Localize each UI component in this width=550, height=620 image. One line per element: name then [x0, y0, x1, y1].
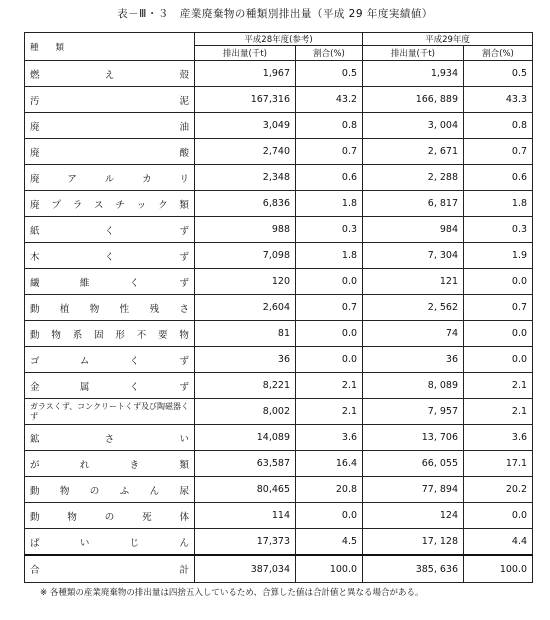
row-h29-ratio: 1.8	[464, 191, 533, 217]
header-h28-amount: 排出量(千t)	[195, 46, 296, 61]
row-h29-amount: 6, 817	[363, 191, 464, 217]
row-h28-amount: 2,348	[195, 165, 296, 191]
table-row	[25, 113, 533, 139]
table-row	[25, 425, 533, 451]
row-h28-ratio: 43.2	[296, 87, 363, 113]
row-h29-amount: 8, 089	[363, 373, 464, 399]
table-row	[25, 139, 533, 165]
row-h29-amount: 2, 288	[363, 165, 464, 191]
table-row	[25, 321, 533, 347]
row-kind: 紙 く ず	[25, 217, 195, 243]
row-kind: 繊 維 く ず	[25, 269, 195, 295]
row-h28-ratio: 20.8	[296, 477, 363, 503]
row-h29-ratio: 0.0	[464, 347, 533, 373]
row-h28-amount: 36	[195, 347, 296, 373]
row-h29-ratio: 17.1	[464, 451, 533, 477]
row-kind: が れ き 類	[25, 451, 195, 477]
row-h28-ratio: 0.3	[296, 217, 363, 243]
row-h29-ratio: 0.6	[464, 165, 533, 191]
total-label: 合 計	[25, 555, 195, 583]
table-row	[25, 87, 533, 113]
row-h29-ratio: 4.4	[464, 529, 533, 556]
row-h28-ratio: 0.0	[296, 269, 363, 295]
row-h29-amount: 166, 889	[363, 87, 464, 113]
row-h29-ratio: 1.9	[464, 243, 533, 269]
row-h28-amount: 8,002	[195, 399, 296, 425]
row-h29-amount: 17, 128	[363, 529, 464, 556]
row-h28-amount: 81	[195, 321, 296, 347]
row-h28-amount: 7,098	[195, 243, 296, 269]
row-h28-ratio: 2.1	[296, 399, 363, 425]
row-kind: 廃 酸	[25, 139, 195, 165]
row-kind: 金 属 く ず	[25, 373, 195, 399]
row-h29-ratio: 0.0	[464, 321, 533, 347]
row-h29-amount: 77, 894	[363, 477, 464, 503]
total-h29-amount: 385, 636	[363, 555, 464, 583]
header-h28-ratio: 割合(%)	[296, 46, 363, 61]
waste-emission-table	[24, 32, 533, 583]
row-h28-amount: 80,465	[195, 477, 296, 503]
row-h29-ratio: 20.2	[464, 477, 533, 503]
table-row	[25, 529, 533, 556]
row-h28-amount: 8,221	[195, 373, 296, 399]
row-h29-amount: 36	[363, 347, 464, 373]
row-h29-amount: 2, 562	[363, 295, 464, 321]
row-h28-ratio: 0.0	[296, 503, 363, 529]
row-h28-ratio: 0.5	[296, 61, 363, 87]
row-h29-ratio: 0.3	[464, 217, 533, 243]
row-h29-ratio: 43.3	[464, 87, 533, 113]
total-h28-ratio: 100.0	[296, 555, 363, 583]
row-kind: 鉱 さ い	[25, 425, 195, 451]
row-h29-amount: 984	[363, 217, 464, 243]
table-row	[25, 165, 533, 191]
row-h28-amount: 14,089	[195, 425, 296, 451]
table-row	[25, 269, 533, 295]
row-h28-ratio: 1.8	[296, 243, 363, 269]
row-h28-amount: 1,967	[195, 61, 296, 87]
row-h29-ratio: 0.7	[464, 295, 533, 321]
row-h28-amount: 63,587	[195, 451, 296, 477]
row-h29-ratio: 0.8	[464, 113, 533, 139]
row-h28-ratio: 2.1	[296, 373, 363, 399]
row-h29-ratio: 2.1	[464, 373, 533, 399]
row-kind: 汚 泥	[25, 87, 195, 113]
row-h28-amount: 3,049	[195, 113, 296, 139]
row-h29-amount: 1,934	[363, 61, 464, 87]
row-h29-amount: 7, 304	[363, 243, 464, 269]
row-h28-ratio: 4.5	[296, 529, 363, 556]
row-h28-ratio: 3.6	[296, 425, 363, 451]
row-h29-amount: 13, 706	[363, 425, 464, 451]
row-h28-ratio: 0.0	[296, 347, 363, 373]
row-kind: 動 物 の ふ ん 尿	[25, 477, 195, 503]
row-kind: 動 植 物 性 残 さ	[25, 295, 195, 321]
footnote: ※ 各種類の産業廃棄物の排出量は四捨五入しているため、合算した値は合計値と異なる場合がある。	[40, 588, 424, 598]
header-h28: 平成28年度(参考)	[195, 33, 363, 46]
table-row	[25, 477, 533, 503]
table-title: 表－Ⅲ・３ 産業廃棄物の種類別排出量（平成 29 年度実績値）	[117, 8, 433, 20]
row-h28-amount: 2,740	[195, 139, 296, 165]
table-row	[25, 243, 533, 269]
row-h29-ratio: 0.0	[464, 269, 533, 295]
row-h29-ratio: 0.5	[464, 61, 533, 87]
row-kind: 廃 油	[25, 113, 195, 139]
table-row	[25, 217, 533, 243]
row-h28-amount: 167,316	[195, 87, 296, 113]
row-kind: ガラスくず、コンクリートくず及び陶磁器くず	[25, 399, 195, 425]
row-h29-amount: 66, 055	[363, 451, 464, 477]
total-h29-ratio: 100.0	[464, 555, 533, 583]
row-h29-ratio: 0.0	[464, 503, 533, 529]
header-kind: 種 類	[25, 33, 195, 61]
row-h28-amount: 17,373	[195, 529, 296, 556]
table-row	[25, 451, 533, 477]
row-h28-ratio: 1.8	[296, 191, 363, 217]
row-kind: 木 く ず	[25, 243, 195, 269]
header-h29-ratio: 割合(%)	[464, 46, 533, 61]
row-h28-ratio: 0.6	[296, 165, 363, 191]
header-h29: 平成29年度	[363, 33, 533, 46]
table-row	[25, 399, 533, 425]
row-h29-ratio: 0.7	[464, 139, 533, 165]
row-h29-amount: 124	[363, 503, 464, 529]
row-kind: 廃 ア ル カ リ	[25, 165, 195, 191]
row-h29-ratio: 2.1	[464, 399, 533, 425]
row-h29-ratio: 3.6	[464, 425, 533, 451]
table-row	[25, 295, 533, 321]
row-kind: 動 物 の 死 体	[25, 503, 195, 529]
row-h28-amount: 988	[195, 217, 296, 243]
row-kind: ば い じ ん	[25, 529, 195, 556]
row-h28-ratio: 0.0	[296, 321, 363, 347]
row-h28-amount: 6,836	[195, 191, 296, 217]
table-body	[25, 61, 533, 556]
row-h29-amount: 2, 671	[363, 139, 464, 165]
total-h28-amount: 387,034	[195, 555, 296, 583]
row-h28-ratio: 0.8	[296, 113, 363, 139]
header-h29-amount: 排出量(千t)	[363, 46, 464, 61]
row-h28-ratio: 16.4	[296, 451, 363, 477]
table-row	[25, 373, 533, 399]
row-kind: 動 物 系 固 形 不 要 物	[25, 321, 195, 347]
row-h29-amount: 7, 957	[363, 399, 464, 425]
row-h28-amount: 114	[195, 503, 296, 529]
row-h28-amount: 120	[195, 269, 296, 295]
row-h28-ratio: 0.7	[296, 139, 363, 165]
table-row	[25, 61, 533, 87]
table-row	[25, 191, 533, 217]
row-kind: ゴ ム く ず	[25, 347, 195, 373]
row-h29-amount: 121	[363, 269, 464, 295]
table-row	[25, 503, 533, 529]
total-row	[25, 555, 533, 583]
row-kind: 廃 プ ラ ス チ ッ ク 類	[25, 191, 195, 217]
row-h29-amount: 3, 004	[363, 113, 464, 139]
row-h28-ratio: 0.7	[296, 295, 363, 321]
row-h28-amount: 2,604	[195, 295, 296, 321]
row-kind: 燃 え 殻	[25, 61, 195, 87]
table-row	[25, 347, 533, 373]
row-h29-amount: 74	[363, 321, 464, 347]
